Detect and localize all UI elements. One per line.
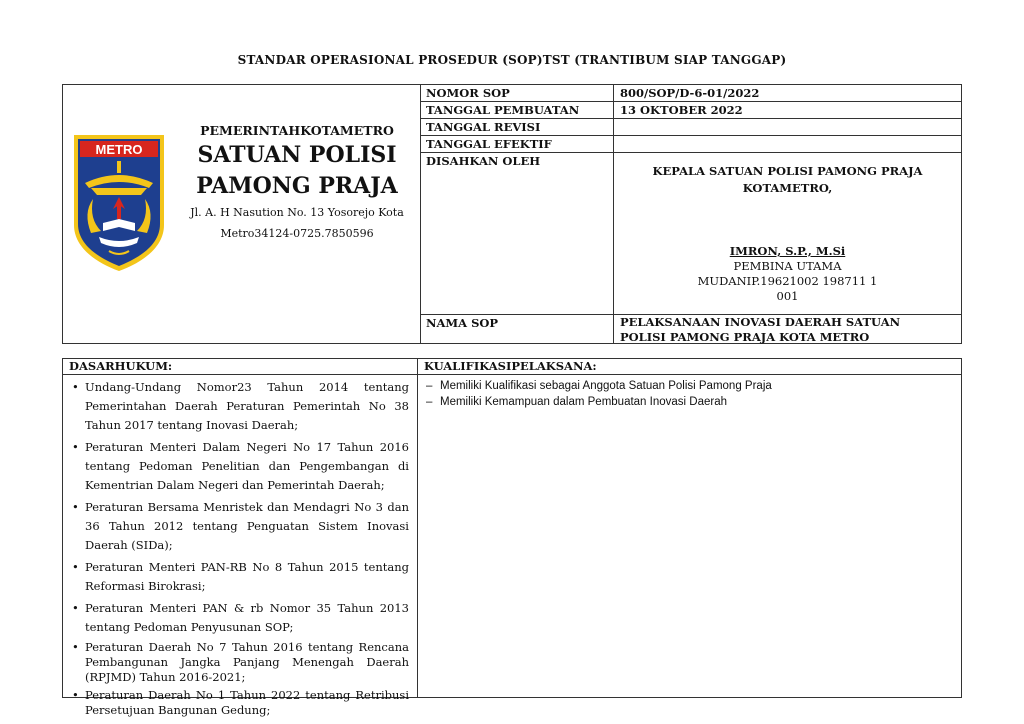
- document-title: STANDAR OPERASIONAL PROSEDUR (SOP)TST (TRANTIBUM SIAP TANGGAP): [237, 53, 787, 67]
- logo-text: METRO: [95, 142, 143, 157]
- organization-block: [183, 123, 411, 242]
- government-name: PEMERINTAHKOTAMETRO: [200, 123, 394, 138]
- list-item: – Memiliki Kemampuan dalam Pembuatan Inovasi Daerah: [440, 394, 955, 410]
- dasar-hukum-list: [63, 375, 417, 718]
- metro-city-emblem: [71, 133, 167, 273]
- approver-nip-line1: MUDANIP.19621002 198711 1: [697, 274, 878, 288]
- approver-signature: [614, 244, 961, 304]
- dasar-hukum-heading: DASARHUKUM:: [63, 359, 417, 375]
- row-tanggal-efektif: [421, 136, 961, 153]
- list-item: • Peraturan Daerah No 7 Tahun 2016 tentang Rencana Pembangunan Jangka Panjang Menengah Daerah (RPJMD) Tahun 2016-2021;: [85, 640, 409, 685]
- row-label: TANGGAL EFEKTIF: [421, 136, 614, 152]
- row-value: 800/SOP/D-6-01/2022: [620, 86, 760, 100]
- list-item: • Peraturan Daerah No 1 Tahun 2022 tentang Retribusi Persetujuan Bangunan Gedung;: [85, 688, 409, 718]
- unit-name-line2: PAMONG PRAJA: [196, 173, 398, 199]
- approver-position: [614, 163, 961, 197]
- row-nama-sop: [421, 315, 961, 343]
- row-disahkan-oleh: [421, 153, 961, 315]
- approver-name: IMRON, S.P., M.Si: [729, 244, 846, 258]
- row-value: [614, 119, 961, 135]
- header-identity-cell: [63, 85, 421, 343]
- row-nomor-sop: [421, 85, 961, 102]
- header-table: [62, 84, 962, 344]
- row-label: NAMA SOP: [421, 315, 614, 343]
- approval-cell: [614, 153, 961, 314]
- list-item: • Peraturan Menteri Dalam Negeri No 17 Tahun 2016 tentang Pedoman Penelitian dan Pengembangan di Kementrian Dalam Negeri dan Pemerintah Daerah;: [85, 438, 409, 495]
- approver-nip-line2: 001: [776, 289, 799, 303]
- approver-position-line1: KEPALA SATUAN POLISI PAMONG PRAJA: [652, 164, 923, 178]
- row-value: [614, 136, 961, 152]
- kualifikasi-heading: KUALIFIKASIPELAKSANA:: [418, 359, 961, 375]
- list-item: • Undang-Undang Nomor23 Tahun 2014 tentang Pemerintahan Daerah Peraturan Pemerintah No 38 Tahun 2017 tentang Inovasi Daerah;: [85, 378, 409, 435]
- nama-sop-line2: POLISI PAMONG PRAJA KOTA METRO: [620, 330, 870, 344]
- list-item: • Peraturan Menteri PAN & rb Nomor 35 Tahun 2013 tentang Pedoman Penyusunan SOP;: [85, 599, 409, 637]
- legal-basis-table: [62, 358, 962, 717]
- dasar-hukum-column: [63, 359, 418, 717]
- list-item: • Peraturan Bersama Menristek dan Mendagri No 3 dan 36 Tahun 2012 tentang Penguatan Sistem Inovasi Daerah (SIDa);: [85, 498, 409, 555]
- row-tanggal-pembuatan: [421, 102, 961, 119]
- row-label: NOMOR SOP: [421, 85, 614, 101]
- approver-position-line2: KOTAMETRO,: [742, 181, 833, 195]
- row-tanggal-revisi: [421, 119, 961, 136]
- approver-rank: PEMBINA UTAMA: [733, 259, 842, 273]
- kualifikasi-column: [418, 359, 961, 697]
- nama-sop-line1: PELAKSANAAN INOVASI DAERAH SATUAN: [620, 315, 901, 329]
- list-item: – Memiliki Kualifikasi sebagai Anggota Satuan Polisi Pamong Praja: [440, 378, 955, 394]
- row-label: DISAHKAN OLEH: [421, 153, 614, 314]
- header-info-cells: [421, 85, 961, 343]
- nama-sop-value: [614, 315, 961, 343]
- address-line1: Jl. A. H Nasution No. 13 Yosorejo Kota: [190, 206, 404, 219]
- list-item: • Peraturan Menteri PAN-RB No 8 Tahun 2015 tentang Reformasi Birokrasi;: [85, 558, 409, 596]
- row-label: TANGGAL REVISI: [421, 119, 614, 135]
- address-line2: Metro34124-0725.7850596: [220, 227, 374, 240]
- kualifikasi-list: [418, 375, 961, 410]
- unit-name-line1: SATUAN POLISI: [197, 142, 397, 168]
- row-label: TANGGAL PEMBUATAN: [421, 102, 614, 118]
- row-value: 13 OKTOBER 2022: [620, 103, 743, 117]
